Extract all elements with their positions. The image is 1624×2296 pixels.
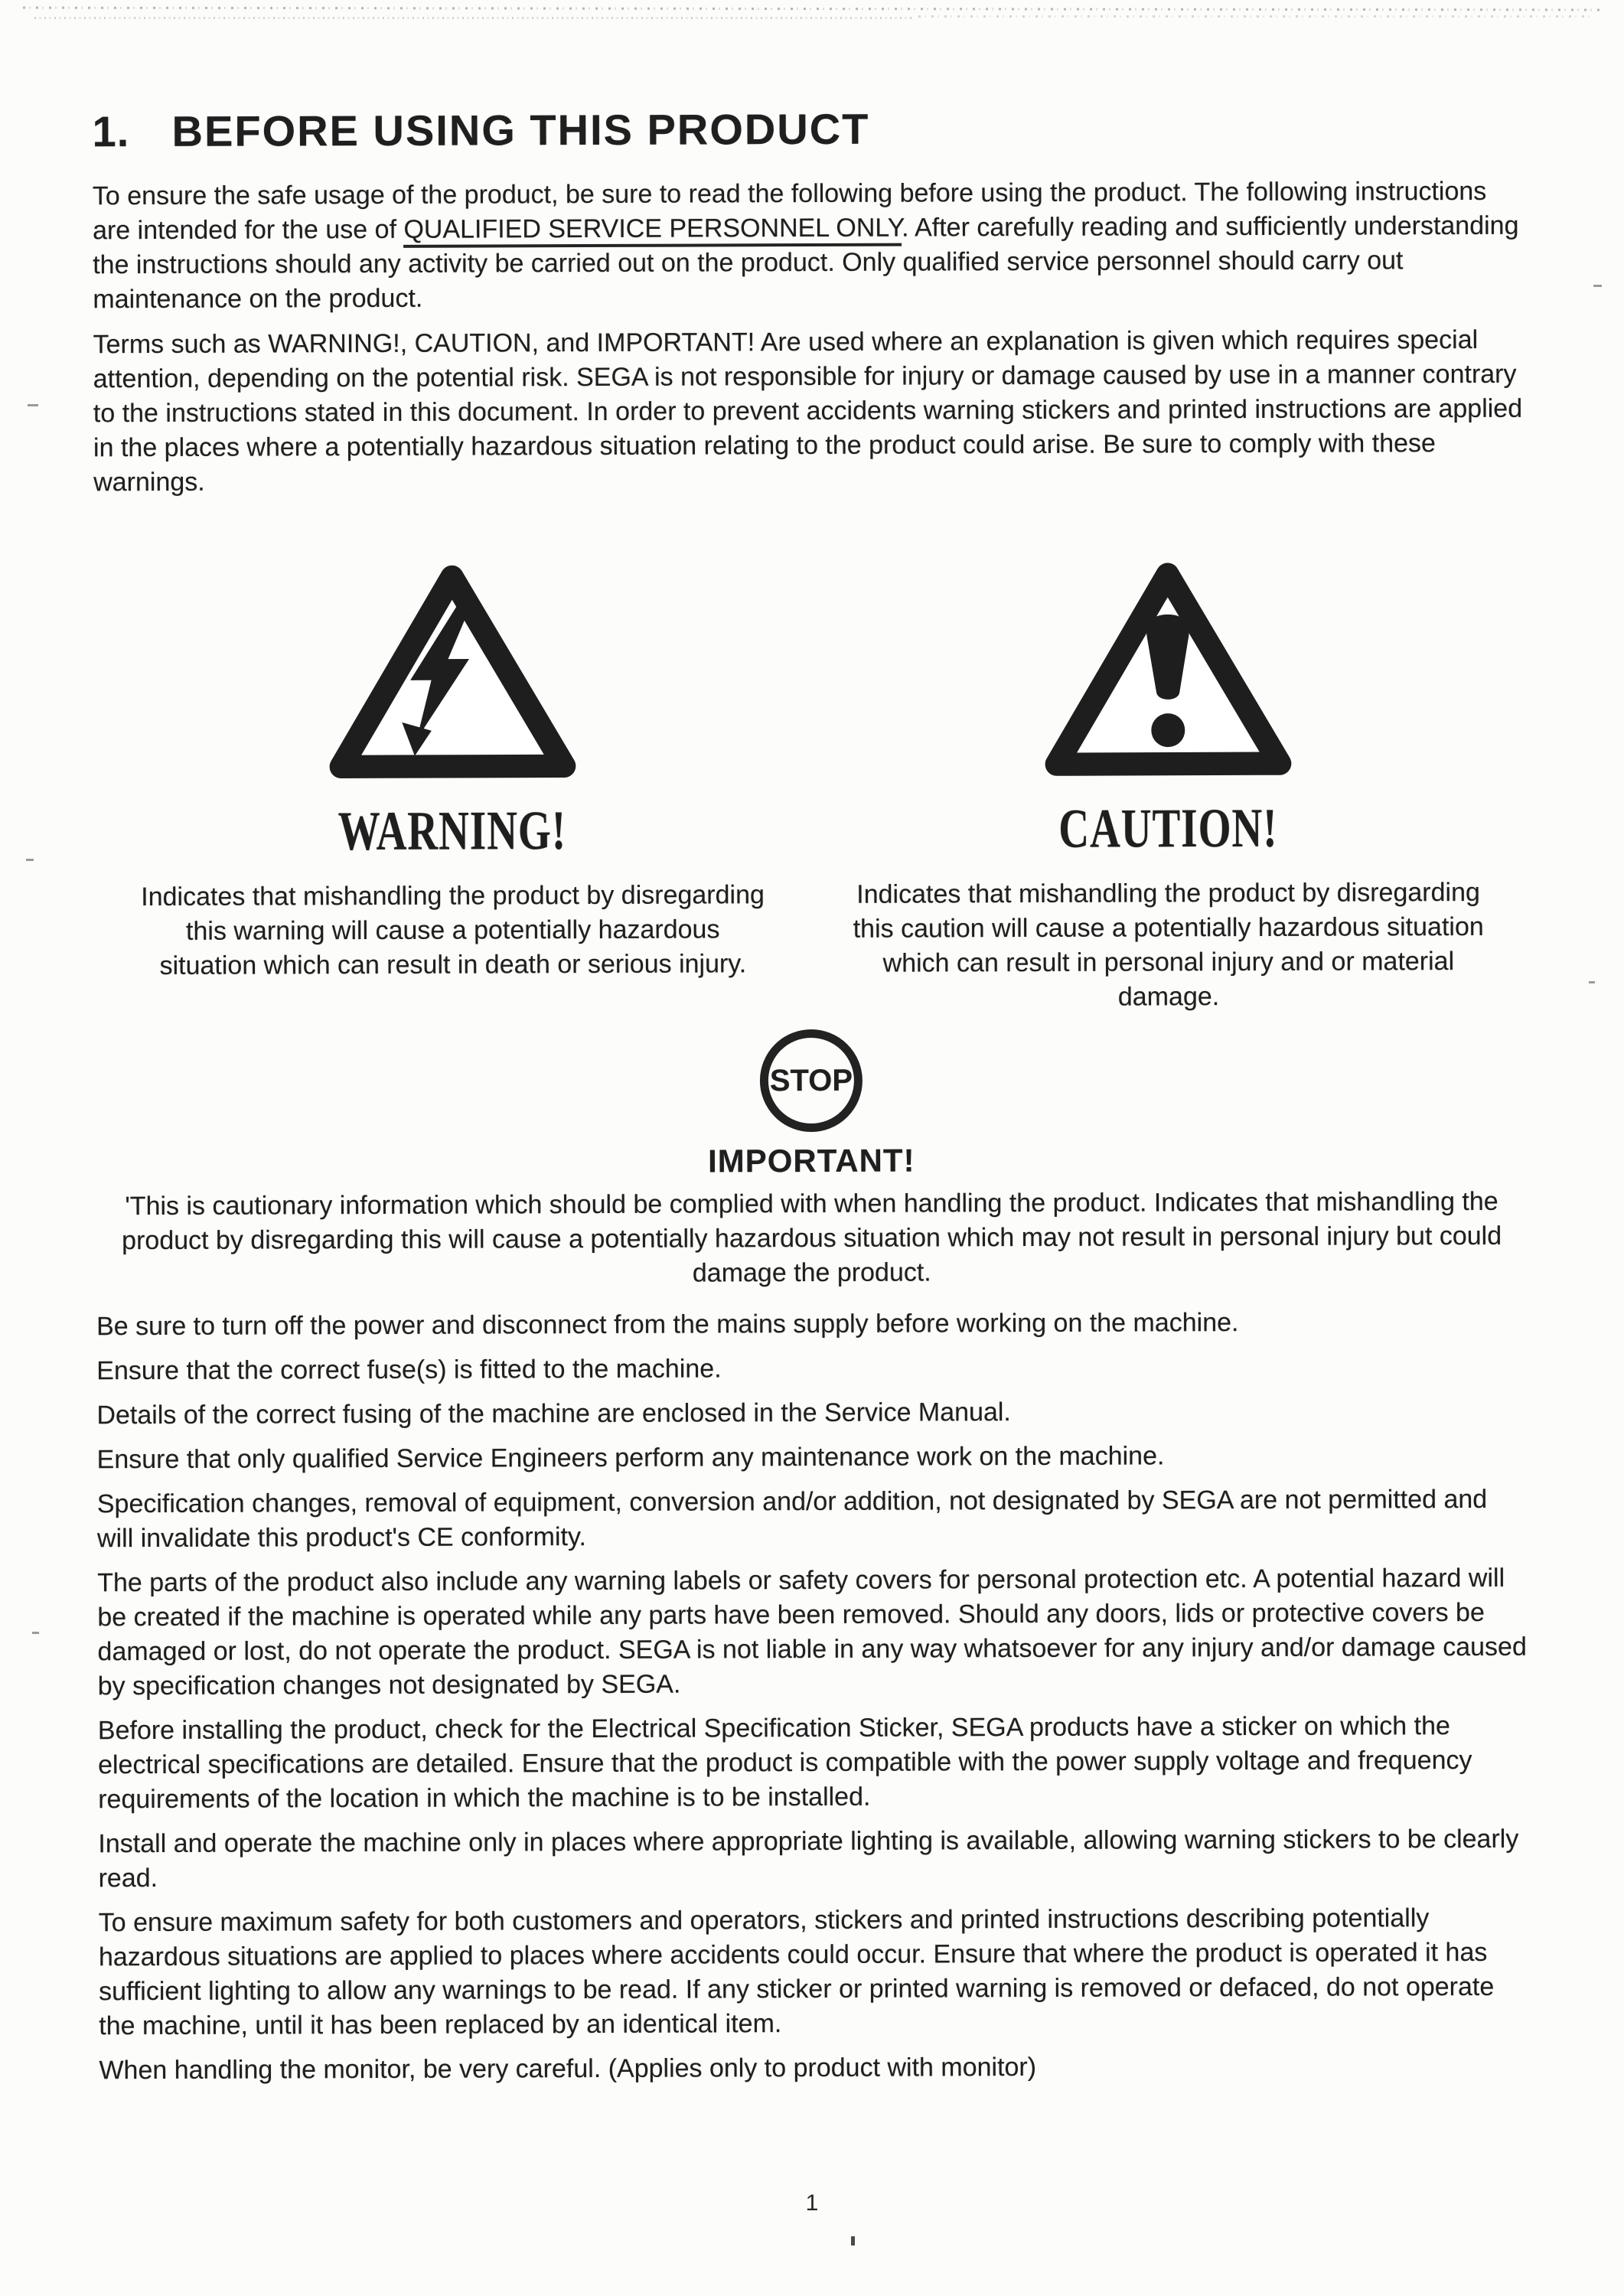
hazard-signs-row [93,523,1526,1019]
stop-label: STOP [769,1063,853,1097]
scan-artifact-mark [1589,981,1595,983]
safety-note: Install and operate the machine only in places where appropriate lighting is available, allowing warning stickers to be clearly read. [98,1824,1519,1893]
caution-description: Indicates that mishandling the product by disregarding this caution will cause a potentially hazardous situation which can result in personal injury and or material damage. [853,877,1484,1012]
scan-artifact-mark [851,2236,855,2245]
safety-notes-list [96,1305,1531,2089]
page-number: 1 [805,2190,819,2216]
caution-sign-column [810,553,1527,1016]
safety-note: Ensure that the correct fuse(s) is fitted to the machine. [96,1354,722,1386]
scan-artifact-mark [32,1632,39,1634]
intro-paragraph-1-end: . After carefully reading and sufficiently understanding the instructions should any activity be carried out on the product. Only qualified service personnel should carry out maintenance on the product. [93,210,1519,315]
safety-note: Be sure to turn off the power and disconnect from the mains supply before working on the machine. [96,1308,1239,1342]
scan-artifact-mark [28,404,38,406]
warning-description: Indicates that mishandling the product by disregarding this warning will cause a potentially hazardous situation which can result in death or serious injury. [141,880,765,980]
scan-artifact-mark [1593,285,1602,287]
intro-paragraph-1-start: To ensure the safe usage of the product, be sure to read the following before using the product. The following instructions are intended for the use of [92,176,1487,246]
safety-note: Details of the correct fusing of the machine are enclosed in the Service Manual. [96,1397,1011,1430]
section-number: 1. [92,107,130,156]
scan-artifact-mark [26,859,34,861]
safety-note: The parts of the product also include any warning labels or safety covers for personal protection etc. A potential hazard will be created if the machine is operated while any parts have been removed. Should any doors, lids or protective covers be damaged or lost, do not operate the product. SEGA is not liable in any way whatsoever for any injury and/or damage caused by specification changes not designated by SEGA. [97,1563,1527,1701]
important-heading: IMPORTANT! [707,1142,915,1179]
safety-note: When handling the monitor, be very careful. (Applies only to product with monitor) [99,2052,1037,2086]
warning-sign-column [94,556,811,1018]
exclamation-caution-triangle-icon [1041,554,1294,784]
scan-noise-band [0,6,1624,29]
document-content [92,102,1530,2099]
qualified-personnel-underlined-text: QUALIFIED SERVICE PERSONNEL ONLY [403,214,902,248]
important-block [96,1027,1528,1293]
page-title: BEFORE USING THIS PRODUCT [171,104,870,155]
safety-note: Ensure that only qualified Service Engineers perform any maintenance work on the machine. [96,1441,1165,1475]
section-heading [92,102,1523,157]
scan-artifact-line [918,15,1592,18]
important-description: 'This is cautionary information which should be complied with when handling the product. Indicates that mishandling the product by disregarding this will cause a potentially hazardous situation which may not result in personal injury but could damage the product. [122,1186,1502,1288]
intro-paragraph-2: Terms such as WARNING!, CAUTION, and IMPORTANT! Are used where an explanation is given which requires special attention, depending on the potential risk. SEGA is not responsible for injury or damage caused by use in a manner contrary to the instructions stated in this document. In order to prevent accidents warning stickers and printed instructions are applied in the places where a potentially hazardous situation relating to the product could arise. Be sure to comply with these warnings. [93,325,1523,497]
caution-label: CAUTION! [1058,796,1278,859]
safety-note: Specification changes, removal of equipment, conversion and/or addition, not designated by SEGA are not permitted and will invalidate this product's CE conformity. [96,1484,1488,1554]
scan-artifact-line [23,7,1600,11]
warning-label: WARNING! [338,798,567,863]
safety-note: Before installing the product, check for the Electrical Specification Sticker, SEGA products have a sticker on which the electrical specifications are detailed. Ensure that the product is compatible with the power supply voltage and frequency requirements of the location in which the machine is to be installed. [97,1711,1472,1815]
safety-note: To ensure maximum safety for both customers and operators, stickers and printed instructions describing potentially hazardous situations are applied to places where accidents could occur. Ensure that where the product is operated it has sufficient lighting to allow any warnings to be read. If any sticker or printed warning is removed or defaced, do not operate the machine, until it has been replaced by an identical item. [98,1903,1495,2041]
stop-circle-icon [760,1029,863,1132]
high-voltage-warning-triangle-icon [325,556,579,787]
intro-paragraph-1 [93,174,1525,318]
scan-artifact-line [34,17,915,19]
